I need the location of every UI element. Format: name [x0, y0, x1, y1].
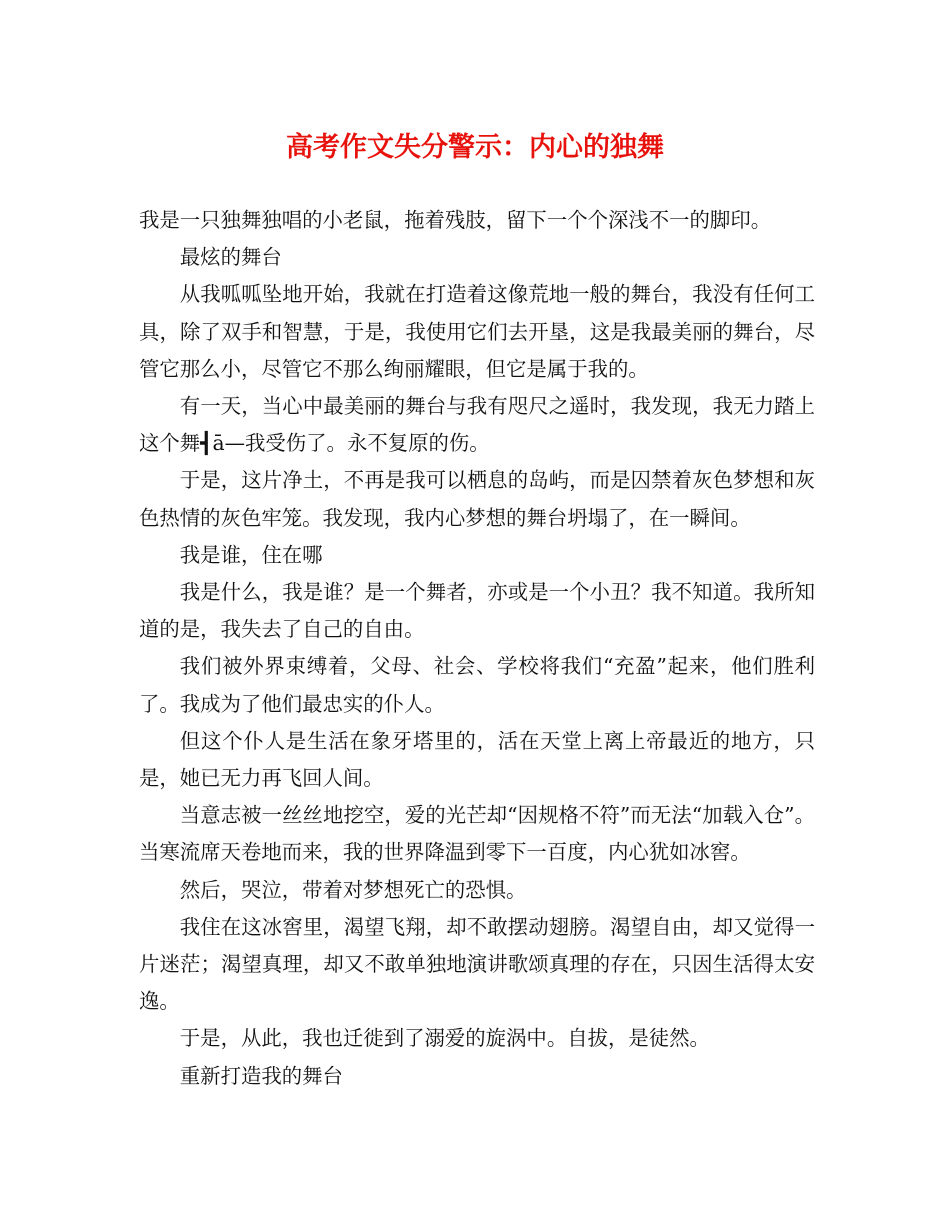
paragraph: 当意志被一丝丝地挖空，爱的光芒却“因规格不符”而无法“加载入仓”。当寒流席天卷地而来，我的世界降温到零下一百度，内心犹如冰窖。 [139, 803, 815, 865]
paragraph: 我住在这冰窖里，渴望飞翔，却不敢摆动翅膀。渴望自由，却又觉得一片迷茫；渴望真理，却又不敢单独地演讲歌颂真理的存在，只因生活得太安逸。 [139, 914, 815, 1014]
document-title: 高考作文失分警示：内心的独舞 [286, 132, 664, 163]
paragraph: 我们被外界束缚着，父母、社会、学校将我们“充盈”起来，他们胜利了。我成为了他们最忠实的仆人。 [139, 654, 815, 716]
section-heading-rebuild: 重新打造我的舞台 [179, 1063, 343, 1088]
paragraph-intro: 我是一只独舞独唱的小老鼠，拖着残肢，留下一个个深浅不一的脚印。 [139, 208, 772, 232]
paragraph: 有一天，当心中最美丽的舞台与我有咫尺之遥时，我发现，我无力踏上这个舞┫ā—我受伤了。永不复原的伤。 [139, 394, 815, 456]
paragraph: 从我呱呱坠地开始，我就在打造着这像荒地一般的舞台，我没有任何工具，除了双手和智慧，于是，我使用它们去开垦，这是我最美丽的舞台，尽管它那么小，尽管它不那么绚丽耀眼，但它是属于我的。 [139, 282, 815, 381]
document-body [139, 202, 815, 1095]
section-heading-stage: 最炫的舞台 [179, 245, 282, 270]
paragraph: 但这个仆人是生活在象牙塔里的，活在天堂上离上帝最近的地方，只是，她已无力再飞回人间。 [139, 728, 815, 791]
section-heading-who-am-i: 我是谁，住在哪 [179, 542, 323, 567]
paragraph: 于是，从此，我也迁徙到了溺爱的旋涡中。自拔，是徒然。 [179, 1026, 710, 1051]
paragraph: 于是，这片净土，不再是我可以栖息的岛屿，而是囚禁着灰色梦想和灰色热情的灰色牢笼。我发现，我内心梦想的舞台坍塌了，在一瞬间。 [139, 468, 815, 530]
paragraph: 我是什么，我是谁？是一个舞者，亦或是一个小丑？我不知道。我所知道的是，我失去了自己的自由。 [139, 580, 815, 642]
paragraph: 然后，哭泣，带着对梦想死亡的恐惧。 [179, 877, 527, 902]
